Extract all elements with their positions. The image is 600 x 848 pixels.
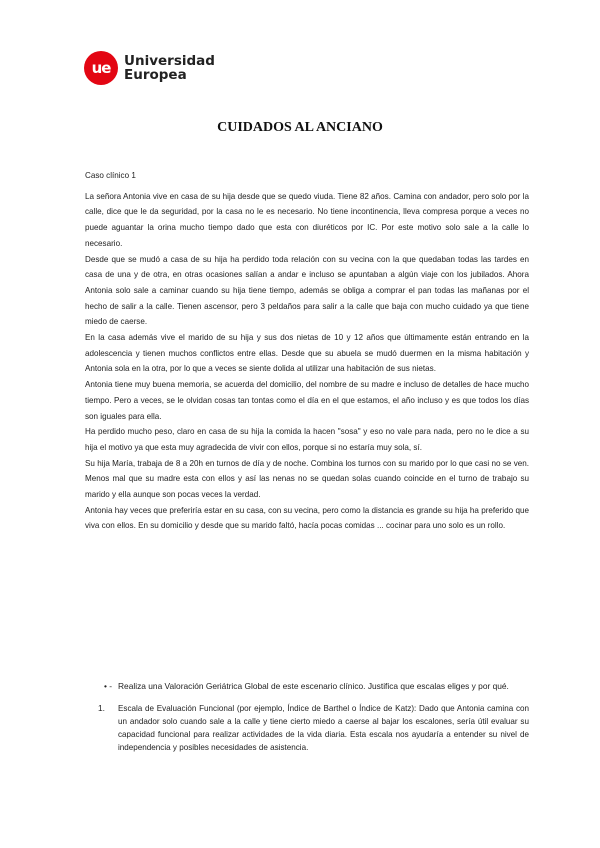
answer-list-item: [98, 702, 529, 755]
paragraph-5: Ha perdido mucho peso, claro en casa de su hija la comida la hacen "sosa" y eso no vale para nada, pero no le dice a su hija el motivo ya que esta muy agradecida de vivir con ellos, porque si no estaría muy sola, sí.: [85, 427, 529, 452]
task-section: [98, 680, 529, 754]
university-logo: [84, 51, 215, 85]
logo-mark-icon: ue: [84, 51, 118, 85]
paragraph-7: Antonia hay veces que preferiría estar en su casa, con su vecina, pero como la distancia es grande su hija ha preferido que viva con ellos. En su domicilio y desde que su marido faltó, hacía pocas comidas ... cocinar para uno solo es un rollo.: [85, 505, 529, 531]
task-bullet-item: [104, 680, 529, 694]
bullet-icon: • -: [104, 681, 113, 691]
case-body: [85, 168, 529, 534]
answer-number: 1.: [98, 702, 105, 713]
paragraph-3: En la casa además vive el marido de su hija y sus dos nietas de 10 y 12 años que últimamente están entrando en la adolescencia y tienen muchos conflictos entre ellas. Desde que su abuela se mudó duermen en la misma habitación y Antonia sola en la otra, por lo que a veces se siente dolida al utilizar una habitación de sus nietas.: [85, 333, 529, 374]
paragraph-1: La señora Antonia vive en casa de su hija desde que se quedo viuda. Tiene 82 años. Camina con andador, pero solo por la calle, dice que le da seguridad, por la casa no le es necesario. No tiene incontinencia, lleva compresa porque a veces no puede aguantar la orina mucho tiempo dado que esta con diuréticos por IC. Por este motivo solo sale a la calle lo necesario.: [85, 191, 529, 248]
case-label: Caso clínico 1: [85, 171, 136, 180]
document-title: CUIDADOS AL ANCIANO: [217, 120, 383, 135]
logo-line-2: Europea: [124, 67, 187, 83]
paragraph-2: Desde que se mudó a casa de su hija ha perdido toda relación con su vecina con la que quedaban todas las tardes en casa de una y de otra, en otras ocasiones salían a andar e incluso se apuntaban a algún viaje con los jubilados. Ahora Antonia solo sale a caminar cuando su hija tiene tiempo, además se obliga a comprar el pan todas las mañanas por el hecho de salir a la calle. Tienen ascensor, pero 3 peldaños para salir a la calle que baja con mucho cuidado ya que tiene miedo de caerse.: [85, 254, 529, 327]
paragraph-6: Su hija María, trabaja de 8 a 20h en turnos de día y de noche. Combina los turnos con su marido por lo que casi no se ven. Menos mal que su madre esta con ellos y así las nenas no se quedan solas cuando coincide en el turno de trabajo su marido y ella aunque son pocas veces la verdad.: [85, 458, 529, 500]
logo-line-1: Universidad: [124, 53, 215, 69]
paragraph-4: Antonia tiene muy buena memoria, se acuerda del domicilio, del nombre de su madre e incluso de detalles de hace mucho tiempo. Pero a veces, se le olvidan cosas tan tontas como el día en el que estamos, el año incluso y es que todos los días son iguales para ella.: [85, 380, 529, 421]
task-text: Realiza una Valoración Geriátrica Global de este escenario clínico. Justifica que escalas eliges y por qué.: [118, 681, 509, 691]
logo-wordmark: [124, 54, 215, 82]
answer-text: Escala de Evaluación Funcional (por ejemplo, Índice de Barthel o Índice de Katz): Dado que Antonia camina con un andador solo cuando sale a la calle y tiene cierto miedo a caerse al bajar los escalones, sería útil evaluar su capacidad funcional para realizar actividades de la vida diaria. Esta escala nos ayudaría a entender su nivel de independencia y posibles necesidades de asistencia.: [118, 703, 529, 753]
